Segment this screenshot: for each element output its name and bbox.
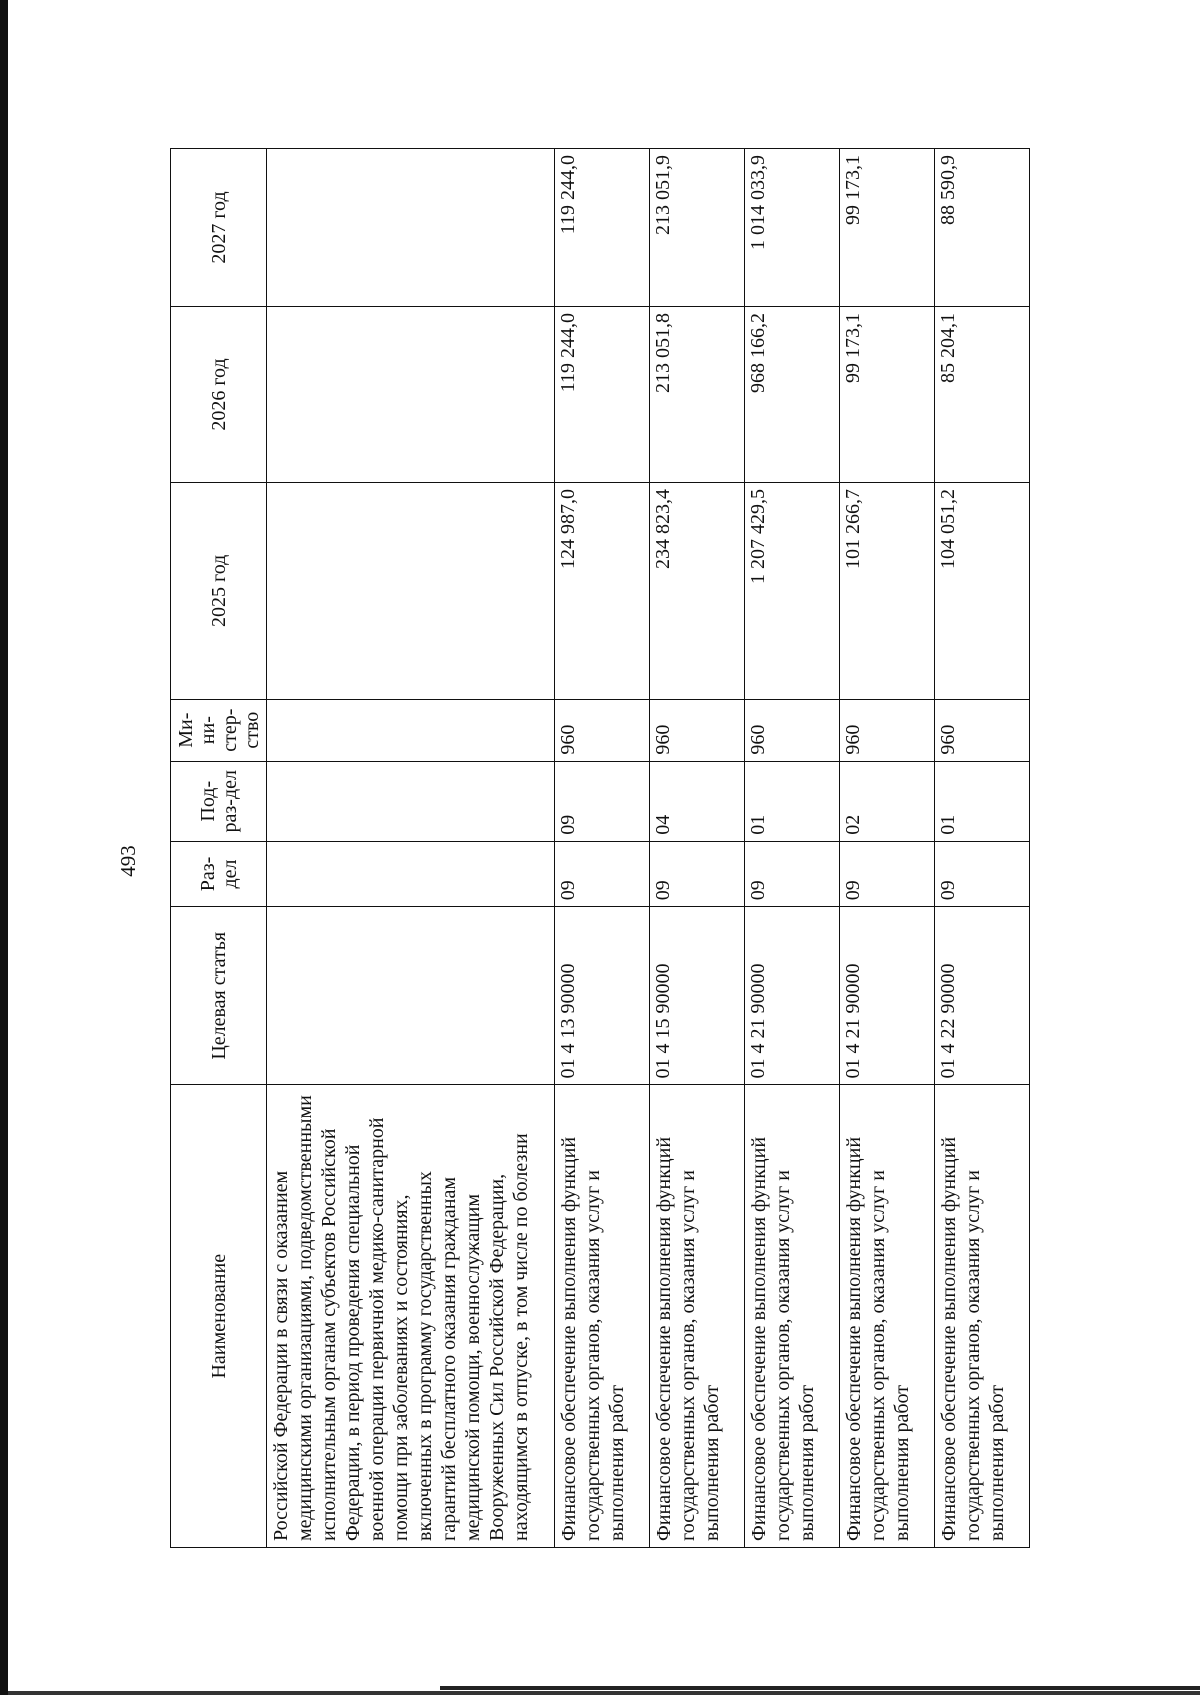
scan-border-bottom-outer [8,1691,1200,1695]
header-2027: 2027 год [171,149,267,307]
rotated-table-wrapper [170,148,1030,1548]
row-2025: 104 051,2 [935,483,1030,700]
row-subsection: 04 [650,761,745,841]
budget-table [170,148,1030,1548]
row-2027: 99 173,1 [840,149,935,307]
header-2025: 2025 год [171,483,267,700]
row-target: 01 4 21 90000 [840,907,935,1085]
row-ministry: 960 [840,699,935,761]
row-subsection: 09 [555,761,650,841]
row-2026: 99 173,1 [840,307,935,483]
intro-text: Российской Федерации в связи с оказанием медицинскими организациями, подведомственными исполнительным органам субъектов Российской Федерации, в период проведения специальной военной операции первичной медико-санитарной помощи при заболеваниях и состояниях, включенных в программу государственных гарантий бесплатного оказания гражданам медицинской помощи, военнослужащим Вооруженных Сил Российской Федерации, находящимся в отпуске, в том числе по болезни [267,1085,555,1548]
row-2025: 1 207 429,5 [745,483,840,700]
row-name: Финансовое обеспечение выполнения функций государственных органов, оказания услуг и выполнения работ [935,1085,1030,1548]
table-row [555,149,650,1548]
row-2027: 88 590,9 [935,149,1030,307]
scan-border-left [0,0,8,1695]
row-subsection: 01 [745,761,840,841]
row-target: 01 4 13 90000 [555,907,650,1085]
header-row [171,149,267,1548]
row-2025: 234 823,4 [650,483,745,700]
page-number: 493 [116,845,140,877]
header-subsection: Под-раз-дел [171,761,267,841]
row-2027: 119 244,0 [555,149,650,307]
row-name: Финансовое обеспечение выполнения функций государственных органов, оказания услуг и выполнения работ [555,1085,650,1548]
header-name: Наименование [171,1085,267,1548]
row-2027: 1 014 033,9 [745,149,840,307]
table-row [650,149,745,1548]
row-ministry: 960 [555,699,650,761]
row-target: 01 4 22 90000 [935,907,1030,1085]
row-section: 09 [745,841,840,906]
row-section: 09 [555,841,650,906]
row-ministry: 960 [745,699,840,761]
row-2027: 213 051,9 [650,149,745,307]
row-section: 09 [840,841,935,906]
row-section: 09 [650,841,745,906]
row-2025: 101 266,7 [840,483,935,700]
header-target: Целевая статья [171,907,267,1085]
row-ministry: 960 [650,699,745,761]
row-2025: 124 987,0 [555,483,650,700]
row-target: 01 4 15 90000 [650,907,745,1085]
row-subsection: 01 [935,761,1030,841]
row-2026: 968 166,2 [745,307,840,483]
row-section: 09 [935,841,1030,906]
row-target: 01 4 21 90000 [745,907,840,1085]
row-ministry: 960 [935,699,1030,761]
row-2026: 85 204,1 [935,307,1030,483]
row-subsection: 02 [840,761,935,841]
row-2026: 213 051,8 [650,307,745,483]
header-ministry: Ми-ни-стер-ство [171,699,267,761]
row-2026: 119 244,0 [555,307,650,483]
header-section: Раз-дел [171,841,267,906]
table-row [840,149,935,1548]
row-name: Финансовое обеспечение выполнения функций государственных органов, оказания услуг и выполнения работ [840,1085,935,1548]
intro-row [267,149,555,1548]
table-row [935,149,1030,1548]
scan-border-bottom [440,1686,1200,1690]
header-2026: 2026 год [171,307,267,483]
row-name: Финансовое обеспечение выполнения функций государственных органов, оказания услуг и выполнения работ [650,1085,745,1548]
row-name: Финансовое обеспечение выполнения функций государственных органов, оказания услуг и выполнения работ [745,1085,840,1548]
table-row [745,149,840,1548]
